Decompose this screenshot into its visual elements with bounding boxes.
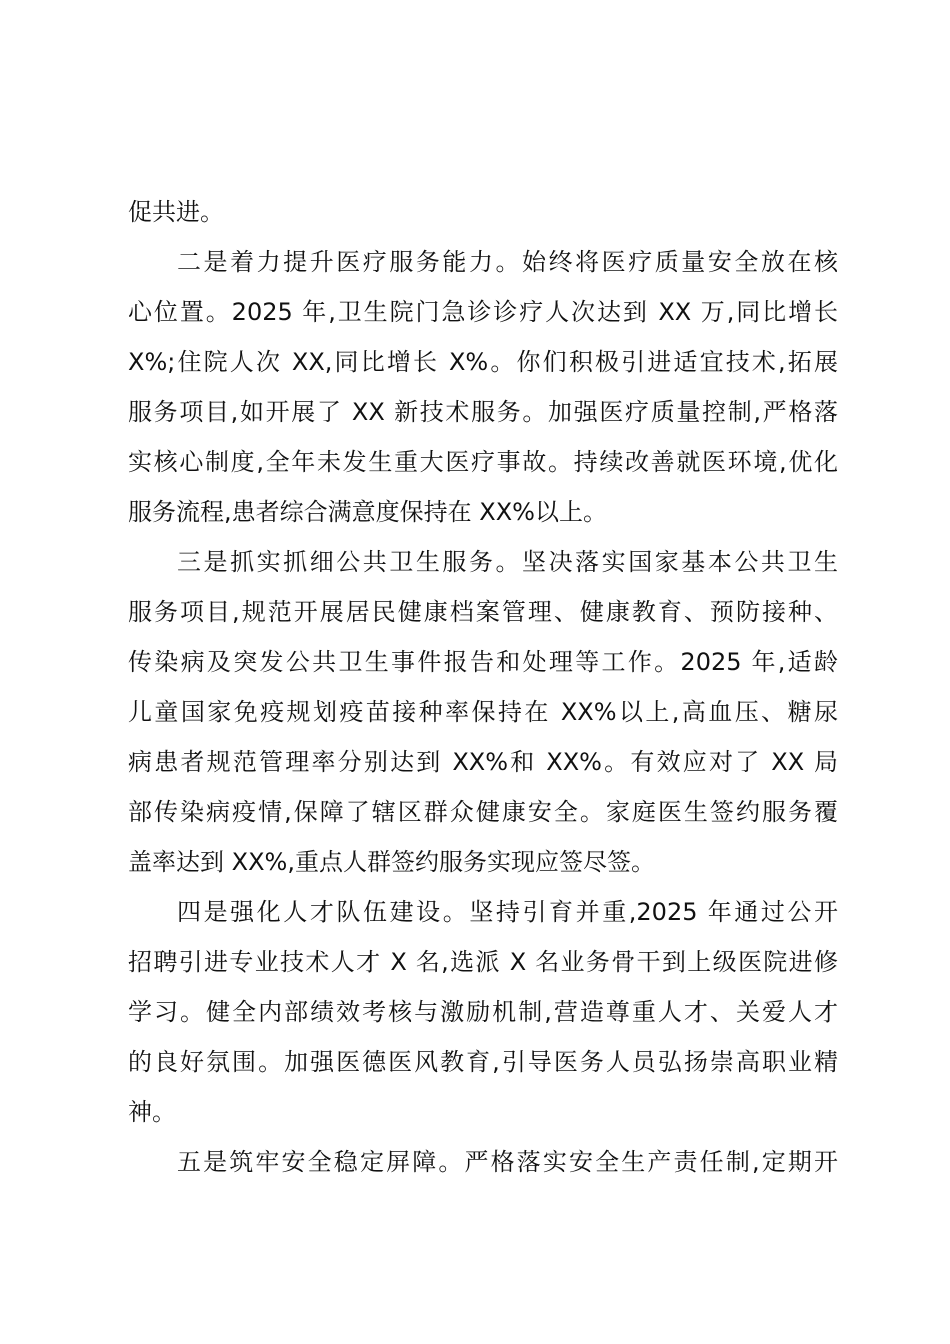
paragraph-first-line: 二是着力提升医疗服务能力。始终将医疗质量安全放在核	[177, 248, 838, 276]
text-line: 实核心制度,全年未发生重大医疗事故。持续改善就医环境,优化	[128, 448, 838, 476]
text-line: 儿童国家免疫规划疫苗接种率保持在 XX%以上,高血压、糖尿	[128, 698, 838, 726]
text-line: X%;住院人次 XX,同比增长 X%。你们积极引进适宜技术,拓展	[128, 348, 838, 376]
body-text	[128, 187, 838, 1187]
text-line: 促共进。	[128, 198, 224, 226]
text-line: 服务项目,规范开展居民健康档案管理、健康教育、预防接种、	[128, 598, 838, 626]
text-line: 部传染病疫情,保障了辖区群众健康安全。家庭医生签约服务覆	[128, 798, 838, 826]
text-line: 学习。健全内部绩效考核与激励机制,营造尊重人才、关爱人才	[128, 998, 838, 1026]
text-line: 的良好氛围。加强医德医风教育,引导医务人员弘扬崇高职业精	[128, 1048, 838, 1076]
paragraph-first-line: 五是筑牢安全稳定屏障。严格落实安全生产责任制,定期开	[177, 1148, 838, 1176]
text-line: 招聘引进专业技术人才 X 名,选派 X 名业务骨干到上级医院进修	[128, 948, 838, 976]
paragraph-first-line: 三是抓实抓细公共卫生服务。坚决落实国家基本公共卫生	[177, 548, 838, 576]
text-line: 病患者规范管理率分别达到 XX%和 XX%。有效应对了 XX 局	[128, 748, 838, 776]
text-line: 心位置。2025 年,卫生院门急诊诊疗人次达到 XX 万,同比增长	[128, 298, 838, 326]
text-line: 传染病及突发公共卫生事件报告和处理等工作。2025 年,适龄	[128, 648, 838, 676]
paragraph-first-line: 四是强化人才队伍建设。坚持引育并重,2025 年通过公开	[177, 898, 838, 926]
text-line: 服务流程,患者综合满意度保持在 XX%以上。	[128, 498, 607, 526]
text-line: 神。	[128, 1098, 176, 1126]
text-line: 盖率达到 XX%,重点人群签约服务实现应签尽签。	[128, 848, 655, 876]
text-line: 服务项目,如开展了 XX 新技术服务。加强医疗质量控制,严格落	[128, 398, 838, 426]
